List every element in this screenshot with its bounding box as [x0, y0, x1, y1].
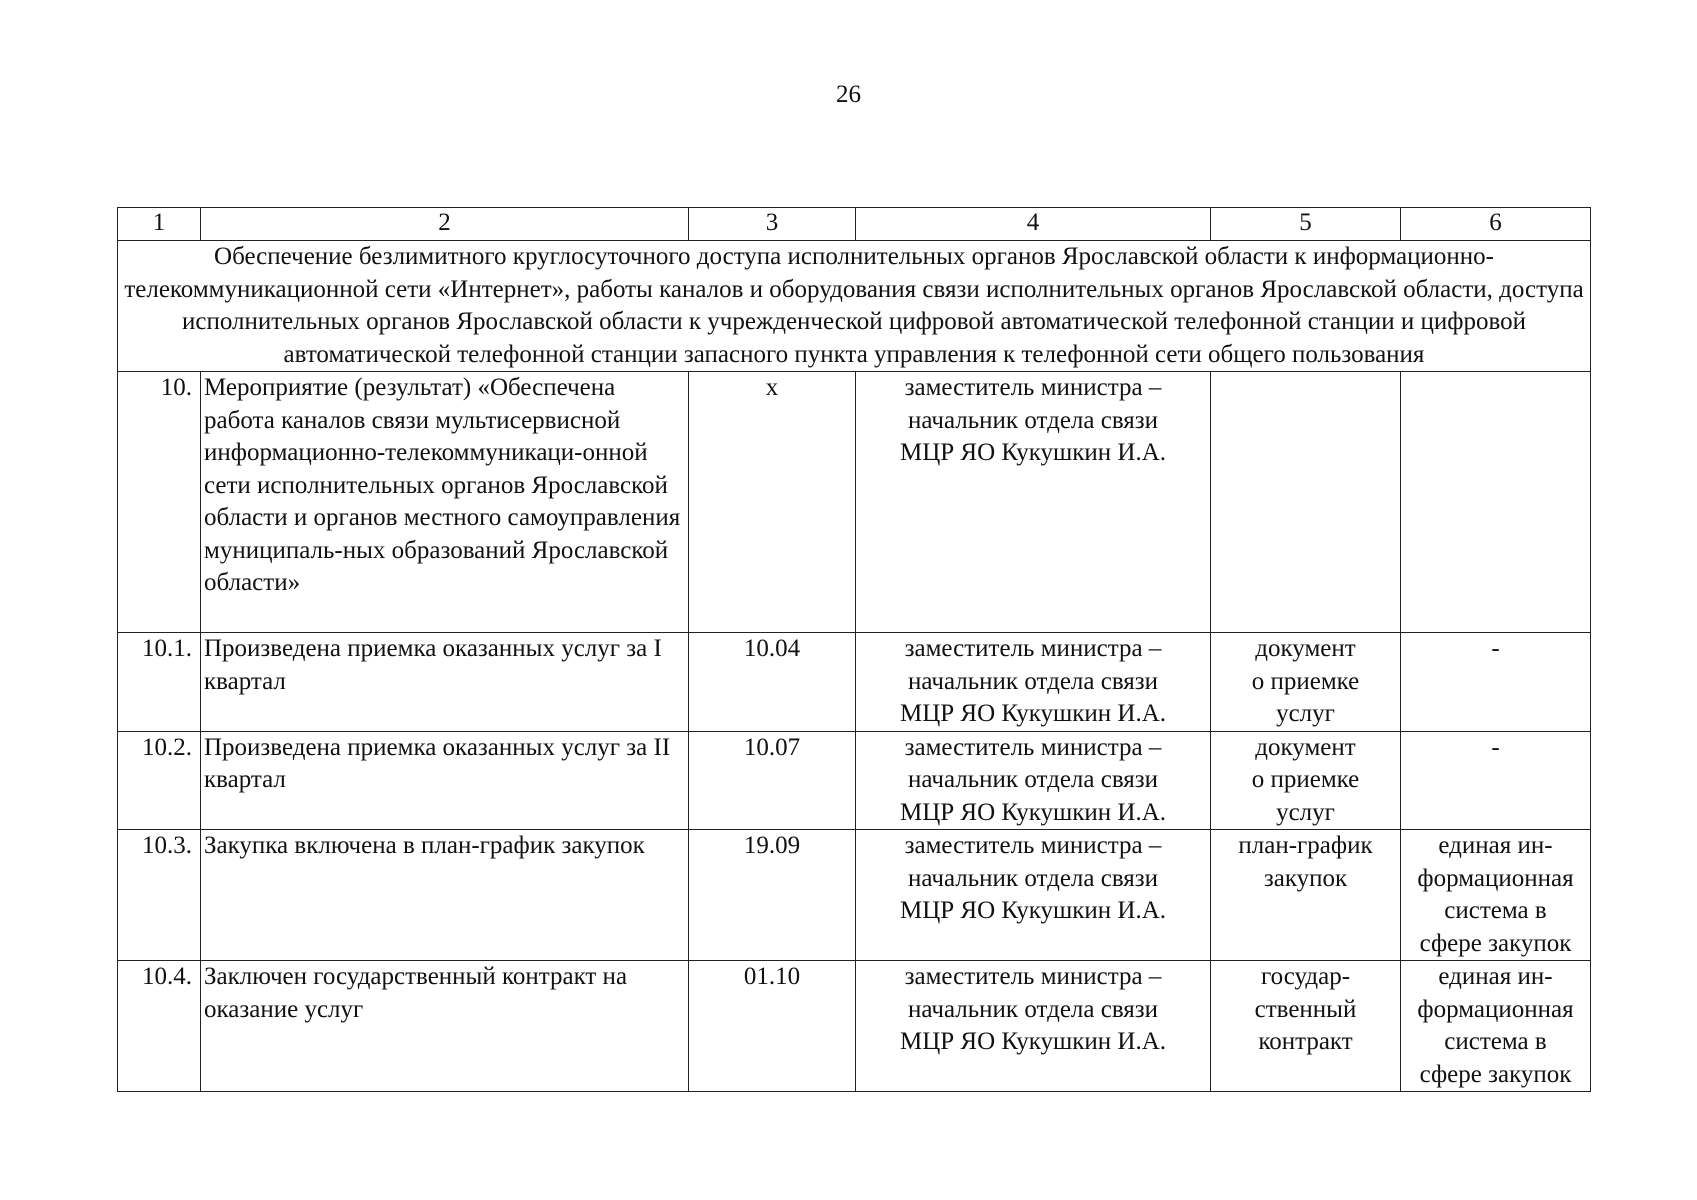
row-system: - — [1401, 633, 1591, 732]
column-number-4: 4 — [856, 208, 1211, 241]
table-row — [118, 372, 1591, 633]
row-document: государ- ственный контракт — [1211, 961, 1401, 1092]
row-responsible: заместитель министра – начальник отдела связи МЦР ЯО Кукушкин И.А. — [856, 961, 1211, 1092]
row-date: 01.10 — [689, 961, 856, 1092]
row-number: 10.2. — [118, 731, 201, 830]
row-system — [1401, 372, 1591, 633]
column-number-1: 1 — [118, 208, 201, 241]
row-document: план-график закупок — [1211, 830, 1401, 961]
row-number: 10.3. — [118, 830, 201, 961]
page-number: 26 — [836, 81, 861, 108]
row-document — [1211, 372, 1401, 633]
section-row — [118, 241, 1591, 372]
row-date: 10.04 — [689, 633, 856, 732]
column-number-5: 5 — [1211, 208, 1401, 241]
row-system: - — [1401, 731, 1591, 830]
row-name: Закупка включена в план-график закупок — [201, 830, 689, 961]
row-name: Произведена приемка оказанных услуг за II квартал — [201, 731, 689, 830]
plan-table — [117, 207, 1591, 1092]
row-responsible: заместитель министра – начальник отдела связи МЦР ЯО Кукушкин И.А. — [856, 372, 1211, 633]
column-number-row — [118, 208, 1591, 241]
row-number: 10.4. — [118, 961, 201, 1092]
row-document: документ о приемке услуг — [1211, 731, 1401, 830]
table-row — [118, 633, 1591, 732]
row-responsible: заместитель министра – начальник отдела связи МЦР ЯО Кукушкин И.А. — [856, 731, 1211, 830]
row-number: 10.1. — [118, 633, 201, 732]
row-responsible: заместитель министра – начальник отдела связи МЦР ЯО Кукушкин И.А. — [856, 633, 1211, 732]
table-row — [118, 830, 1591, 961]
table-row — [118, 961, 1591, 1092]
row-system: единая ин- формационная система в сфере закупок — [1401, 830, 1591, 961]
column-number-3: 3 — [689, 208, 856, 241]
row-name: Произведена приемка оказанных услуг за I квартал — [201, 633, 689, 732]
row-date: 10.07 — [689, 731, 856, 830]
row-date: х — [689, 372, 856, 633]
row-system: единая ин- формационная система в сфере закупок — [1401, 961, 1591, 1092]
row-name: Мероприятие (результат) «Обеспечена работа каналов связи мультисервисной информационно-телекоммуникаци-онной сети исполнительных органов Ярославской области и органов местного самоуправления муниципаль-ных образований Ярославской области» — [201, 372, 689, 633]
row-name: Заключен государственный контракт на оказание услуг — [201, 961, 689, 1092]
column-number-6: 6 — [1401, 208, 1591, 241]
row-document: документ о приемке услуг — [1211, 633, 1401, 732]
row-responsible: заместитель министра – начальник отдела связи МЦР ЯО Кукушкин И.А. — [856, 830, 1211, 961]
column-number-2: 2 — [201, 208, 689, 241]
row-number: 10. — [118, 372, 201, 633]
section-title: Обеспечение безлимитного круглосуточного доступа исполнительных органов Ярославской области к информационно-телекоммуникационной сети «Интернет», работы каналов и оборудования связи исполнительных органов Ярославской области, доступа исполнительных органов Ярославской области к учрежденческой цифровой автоматической телефонной станции и цифровой автоматической телефонной станции запасного пункта управления к телефонной сети общего пользования — [118, 241, 1591, 372]
table-row — [118, 731, 1591, 830]
row-date: 19.09 — [689, 830, 856, 961]
